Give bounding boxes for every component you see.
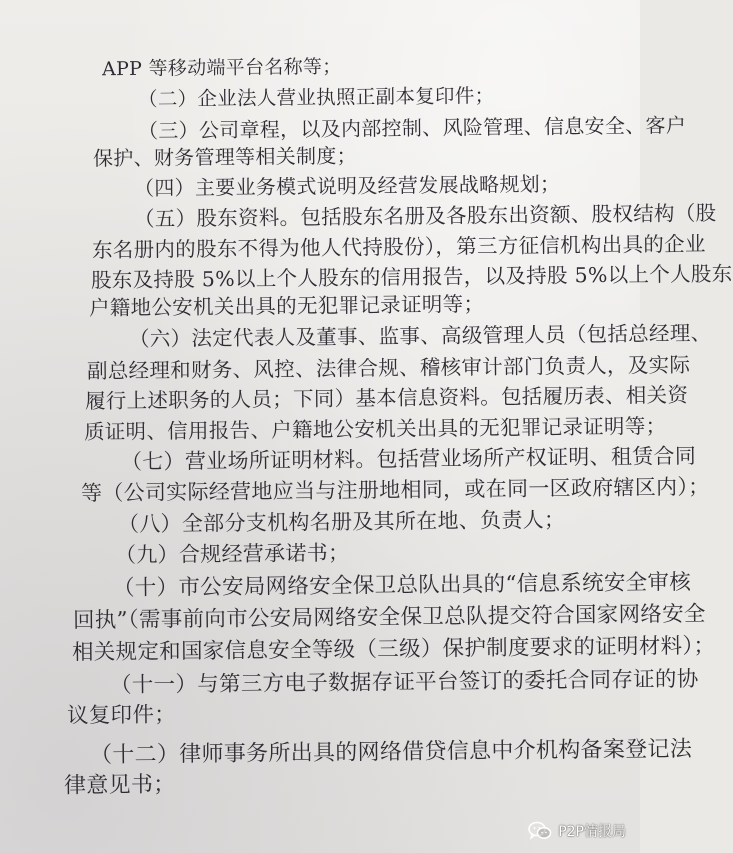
text-line-24: 律意见书； — [63, 772, 176, 799]
text-line-20: 相关规定和国家信息安全等级（三级）保护制度要求的证明材料）； — [71, 633, 716, 666]
text-line-10: （六）法定代表人及董事、监事、高级管理人员（包括总经理、 — [128, 320, 712, 352]
text-line-22: 议复印件； — [66, 702, 177, 729]
text-line-23: （十二）律师事务所出具的网络借贷信息中介机构备案登记法 — [89, 736, 693, 769]
text-line-14: （七）营业场所证明材料。包括营业场所产权证明、租赁合同 — [120, 443, 697, 475]
text-line-8: 股东及持股 5%以上个人股东的信用报告，以及持股 5%以上个人股东 — [90, 261, 733, 293]
text-line-18: （十）市公安局网络安全保卫总队出具的“信息系统安全审核 — [112, 569, 692, 602]
text-line-19: 回执”（需事前向市公安局网络安全保卫总队提交符合国家网络安全 — [72, 601, 706, 634]
text-line-15: 等（公司实际经营地应当与注册地相同，或在同一区政府辖区内）； — [80, 474, 710, 506]
text-line-17: （九）合规经营承诺书； — [114, 540, 350, 568]
watermark-text: P2P情报局 — [558, 824, 626, 840]
text-line-11: 副总经理和财务、风控、法律合规、稽核审计部门负责人，及实际 — [86, 352, 691, 384]
text-line-13: 质证明、信用报告、户籍地公安机关出具的无犯罪记录证明等； — [83, 413, 667, 445]
text-line-2: （二）企业法人营业执照正副本复印件； — [137, 84, 495, 111]
text-line-21: （十一）与第三方电子数据存证平台签订的委托合同存证的协 — [109, 666, 699, 699]
text-line-1: APP 等移动端平台名称等； — [101, 55, 342, 81]
text-line-7: 东名册内的股东不得为他人代持股份），第三方征信机构出具的企业 — [91, 231, 706, 263]
text-line-12: 履行上述职务的人员；下同）基本信息资料。包括履历表、相关资 — [84, 382, 689, 414]
watermark — [528, 821, 626, 841]
text-line-16: （八）全部分支机构名册及其所在地、负责人； — [117, 507, 566, 537]
text-line-4: 保护、财务管理等相关制度； — [92, 143, 358, 171]
text-line-5: （四）主要业务模式说明及经营发展战略规划； — [133, 171, 561, 201]
text-line-3: （三）公司章程，以及内部控制、风险管理、信息安全、客户 — [137, 113, 687, 143]
text-line-9: 户籍地公安机关出具的无犯罪记录证明等； — [88, 291, 485, 321]
wechat-icon — [528, 821, 552, 841]
text-line-6: （五）股东资料。包括股东名册及各股东出资额、股权结构（股 — [133, 200, 717, 232]
